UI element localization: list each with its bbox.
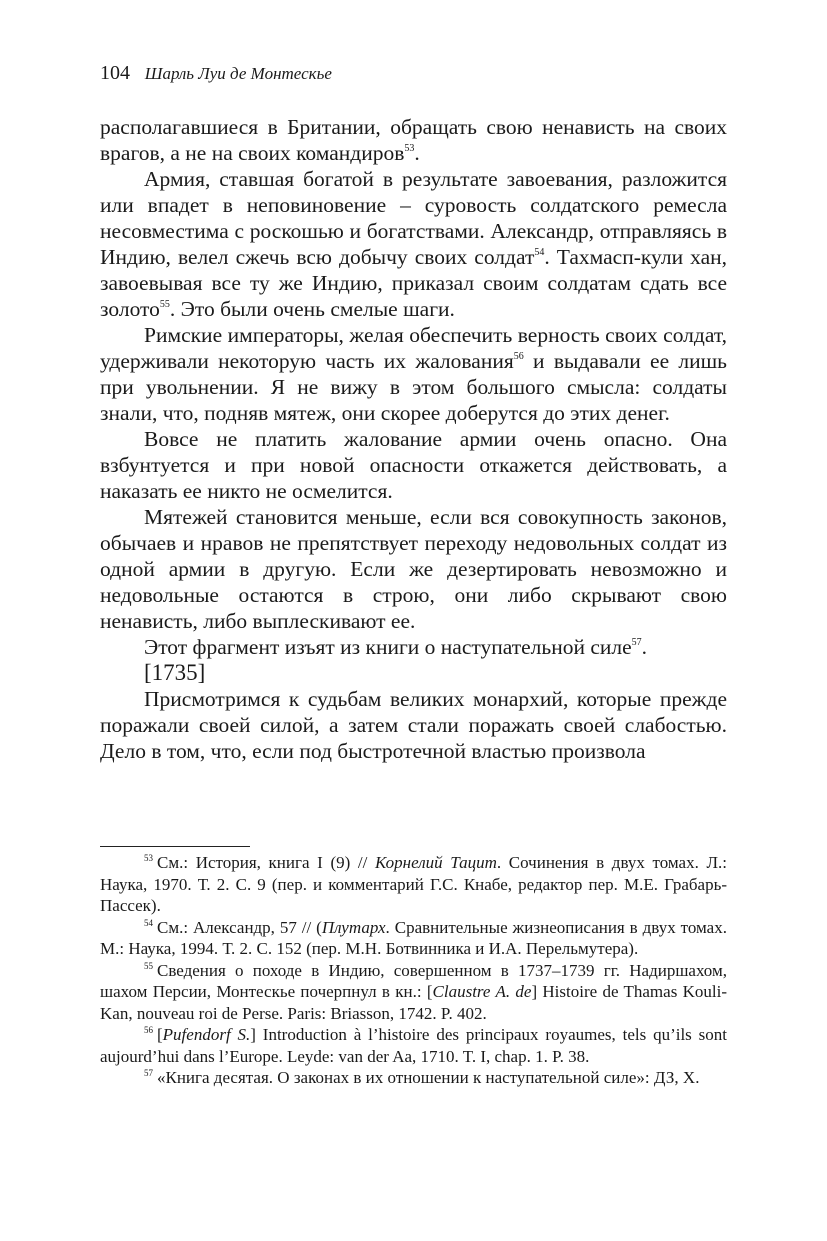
footnote-text: См.: История, книга I (9) //: [157, 853, 376, 872]
footnote-text: [: [157, 1025, 163, 1044]
main-text: [100, 114, 727, 764]
footnote-ref-57[interactable]: 57: [631, 637, 642, 648]
footnote-56: [100, 1024, 727, 1067]
footnote-ref-54[interactable]: 54: [534, 247, 545, 258]
footnote-number: 53: [144, 853, 153, 863]
footnote-57: [100, 1067, 727, 1089]
paragraph-2-part-c: . Это были очень смелые шаги.: [169, 297, 455, 321]
paragraph-2-part-a: Армия, ставшая богатой в результате завоевания, разложится или впадет в неповиновение – суровость солдатского ремесла несовместима с роскошью и богатствами. Александр, отправляясь в Индию, велел сжечь всю добычу своих солдат: [100, 167, 727, 269]
running-head-author: Шарль Луи де Монтескье: [144, 64, 332, 83]
paragraph-3: [100, 322, 727, 426]
footnote-separator: [100, 846, 250, 847]
paragraph-2-part-b: . Тахмасп-кули хан, завоевывая все ту же Индию, приказал своим солдатам сдать все золото: [100, 245, 728, 321]
footnote-italic: Корнелий Тацит: [375, 853, 497, 872]
footnote-text: ] Histoire de Thamas Kouli-Kan, nouveau roi de Perse. Paris: Briasson, 1742. P. 402.: [100, 982, 727, 1023]
footnote-italic: Плутарх: [321, 917, 386, 937]
footnote-ref-56[interactable]: 56: [513, 351, 524, 362]
page-number: 104: [100, 62, 130, 84]
footnote-number: 56: [144, 1025, 153, 1035]
running-head: [100, 62, 332, 85]
footnote-text: Сведения о походе в Индию, совершенном в 1737–1739 гг. Надиршахом, шахом Персии, Монтескье почерпнул в кн.: [: [100, 960, 727, 1001]
footnote-italic: Claustre A. de: [432, 982, 532, 1001]
paragraph-1-text: располагавшиеся в Британии, обращать свою ненависть на своих врагов, а не на своих командиров: [100, 115, 727, 165]
footnote-text: . Сравнительные жизнеописания в двух томах. М.: Наука, 1994. Т. 2. С. 152 (пер. М.Н. Ботвинника и И.А. Перельмутера).: [100, 917, 727, 958]
paragraph-6-text: Этот фрагмент изъят из книги о наступательной силе: [144, 635, 632, 659]
footnote-text: См.: Александр, 57 // (: [157, 917, 322, 937]
footnote-54: [100, 917, 727, 960]
paragraph-2: [100, 166, 727, 322]
footnote-number: 57: [144, 1068, 153, 1078]
paragraph-1: [100, 114, 727, 166]
paragraph-4: Вовсе не платить жалование армии очень опасно. Она взбунтуется и при новой опасности откажется действовать, а наказать ее никто не осмелится.: [100, 427, 727, 503]
footnotes: [100, 852, 727, 1089]
footnote-text: . Сочинения в двух томах. Л.: Наука, 1970. Т. 2. С. 9 (пер. и комментарий Г.С. Кнабе, редактор пер. М.Е. Грабарь-Пассек).: [100, 853, 727, 915]
footnote-text: «Книга десятая. О законах в их отношении к наступательной силе»: ДЗ, Х.: [157, 1068, 700, 1087]
paragraph-5: Мятежей становится меньше, если вся совокупность законов, обычаев и нравов не препятствует переходу недовольных солдат из одной армии в другую. Если же дезертировать невозможно и недовольные остаются в строю, они либо скрывают свою ненависть, либо выплескивают ее.: [100, 505, 727, 633]
paragraph-6: [100, 634, 727, 660]
section-heading: [1735]: [144, 660, 206, 685]
footnote-53: [100, 852, 727, 917]
paragraph-7: Присмотримся к судьбам великих монархий, которые прежде поражали своей силой, а затем стали поражать своей слабостью. Дело в том, что, если под быстротечной властью произвола: [100, 687, 727, 763]
footnote-number: 54: [144, 917, 153, 928]
footnote-ref-53[interactable]: 53: [404, 143, 415, 154]
footnote-55: [100, 960, 727, 1025]
footnote-ref-55[interactable]: 55: [159, 299, 170, 310]
footnote-italic: Pufendorf S.: [162, 1025, 251, 1044]
paragraph-3-part-a: Римские императоры, желая обеспечить верность своих солдат, удерживали некоторую часть их жалования: [100, 323, 727, 373]
paragraph-6-tail: .: [641, 635, 648, 659]
footnote-number: 55: [144, 960, 153, 971]
footnote-text: ] Introduction à l’histoire des principaux royaumes, tels qu’ils sont aujourd’hui dans l’Europe. Leyde: van der Aa, 1710. T. I, chap. 1. P. 38.: [100, 1025, 727, 1066]
paragraph-1-tail: .: [414, 141, 420, 165]
paragraph-3-part-b: и выдавали ее лишь при увольнении. Я не вижу в этом большого смысла: солдаты знали, что, подняв мятеж, они скорее доберутся до этих денег.: [100, 349, 727, 425]
